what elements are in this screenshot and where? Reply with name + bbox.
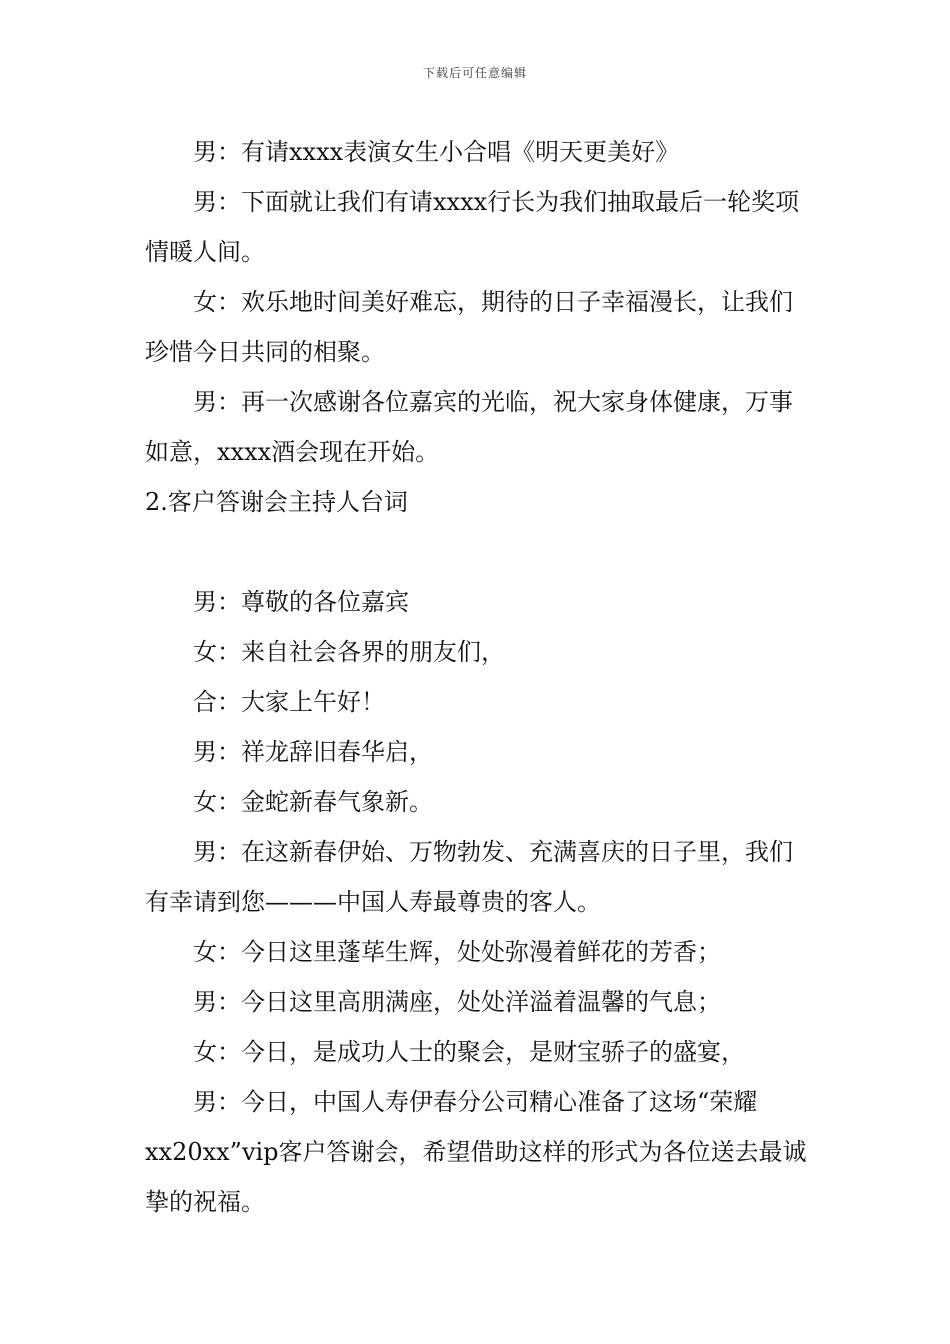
paragraph: 男：今日，中国人寿伊春分公司精心准备了这场“荣耀xx20xx”vip客户答谢会，希望借助这样的形式为各位送去最诚挚的祝福。 [145,1088,807,1216]
paragraph: 女：金蛇新春气象新。 [193,788,433,816]
paragraph: 合：大家上午好！ [193,688,385,716]
paragraph: 女：今日这里蓬荜生辉，处处弥漫着鲜花的芳香； [193,938,721,966]
document-body [145,127,810,1227]
paragraph: 女：来自社会各界的朋友们， [193,638,505,666]
header-note: 下载后可任意编辑 [422,66,527,80]
paragraph: 男：祥龙辞旧春华启， [193,738,433,766]
paragraph: 男：下面就让我们有请xxxx行长为我们抽取最后一轮奖项情暖人间。 [145,188,800,266]
paragraph: 女：欢乐地时间美好难忘，期待的日子幸福漫长，让我们珍惜今日共同的相聚。 [145,288,793,366]
blank-line [145,527,810,577]
paragraph: 男：再一次感谢各位嘉宾的光临，祝大家身体健康，万事如意，xxxx酒会现在开始。 [145,388,793,466]
paragraph: 女：今日，是成功人士的聚会，是财宝骄子的盛宴， [193,1038,745,1066]
paragraph: 男：尊敬的各位嘉宾 [193,588,409,616]
paragraph: 男：有请xxxx表演女生小合唱《明天更美好》 [193,138,680,166]
paragraph: 男：在这新春伊始、万物勃发、充满喜庆的日子里，我们有幸请到您———中国人寿最尊贵的客人。 [145,838,793,916]
paragraph: 男：今日这里高朋满座，处处洋溢着温馨的气息； [193,988,721,1016]
section-heading: 2.客户答谢会主持人台词 [145,488,408,516]
